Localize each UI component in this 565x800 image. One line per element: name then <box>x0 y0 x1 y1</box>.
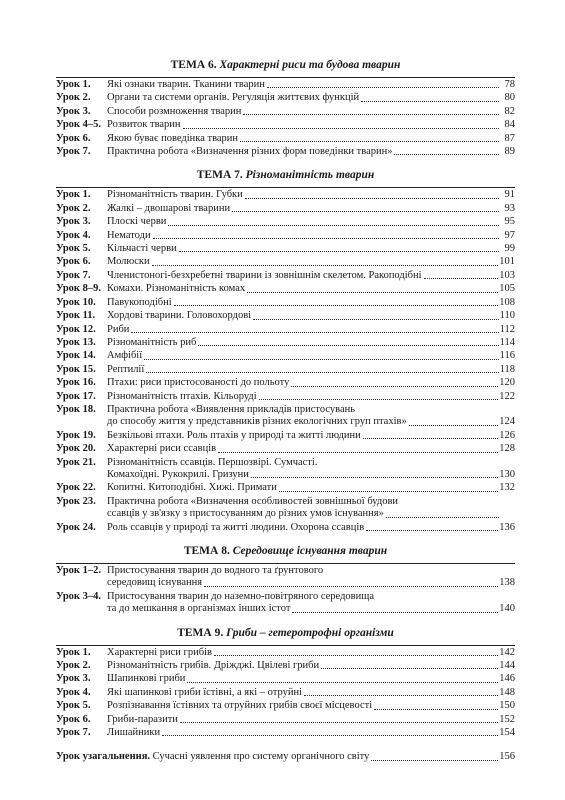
toc-entry[interactable] <box>56 310 515 322</box>
toc-entry[interactable] <box>56 377 515 389</box>
dot-leader <box>187 682 498 683</box>
lesson-title: Плоскі черви <box>107 216 167 228</box>
lesson-title: Лишайники <box>107 727 161 739</box>
toc-entry[interactable] <box>56 700 515 712</box>
toc-section <box>56 626 515 740</box>
page-number: 126 <box>499 429 515 441</box>
toc-entry[interactable] <box>56 647 515 659</box>
dot-leader <box>144 359 499 360</box>
lesson-label: Урок 17. <box>56 390 96 402</box>
toc-entry[interactable] <box>56 727 515 739</box>
lesson-label: Урок 6. <box>56 256 91 268</box>
page-number: 140 <box>499 603 515 615</box>
lesson-label: Урок 4. <box>56 229 91 241</box>
toc-entry[interactable] <box>56 297 515 309</box>
lesson-label: Урок 2. <box>56 202 91 214</box>
lesson-label: Урок 10. <box>56 296 96 308</box>
section-divider <box>56 563 515 564</box>
toc-section <box>56 544 515 616</box>
lesson-label: Урок 3. <box>56 105 91 117</box>
lesson-label: Урок 3–4. <box>56 590 101 602</box>
lesson-title: Різноманітність грибів. Дріжджі. Цвілеві гриби <box>107 660 320 672</box>
lesson-label: Урок 1. <box>56 189 91 201</box>
toc-entry[interactable] <box>56 430 515 442</box>
lesson-label: Урок 23. <box>56 495 96 507</box>
dot-leader <box>374 709 498 710</box>
lesson-label: Урок 12. <box>56 323 96 335</box>
toc-entry[interactable] <box>56 243 515 255</box>
dot-leader <box>259 399 499 400</box>
page-number: 87 <box>504 132 515 144</box>
lesson-label: Урок 4–5. <box>56 119 101 131</box>
toc-entry[interactable] <box>56 591 515 616</box>
lesson-title: Розвиток тварин <box>107 119 181 131</box>
dot-leader <box>174 305 499 306</box>
lesson-title: Безкільові птахи. Роль птахів у природі та житті людини <box>107 429 361 441</box>
lesson-label: Урок 19. <box>56 429 96 441</box>
lesson-label: Урок 7. <box>56 146 91 158</box>
section-subtitle: Середовище існування тварин <box>232 545 388 557</box>
toc-section <box>56 58 515 158</box>
toc-entry[interactable] <box>56 146 515 158</box>
page-number: 78 <box>504 79 515 90</box>
lesson-title: Хордові тварини. Головохордові <box>107 310 252 322</box>
lesson-title: Характерні риси ссавців <box>107 443 217 455</box>
lesson-label: Урок 6. <box>56 132 91 144</box>
section-number: ТЕМА 9. <box>177 626 224 639</box>
lesson-label: Урок 8–9. <box>56 283 101 295</box>
lesson-label: Урок 2. <box>56 92 91 104</box>
lesson-title: Гриби-паразити <box>107 713 178 725</box>
dot-leader <box>251 477 498 478</box>
page-number: 80 <box>504 92 515 104</box>
lesson-title: Пристосування тварин до водного та ґрунтового <box>107 565 324 576</box>
page-number: 97 <box>504 229 515 241</box>
page-number: 118 <box>499 363 515 375</box>
lesson-title: Різноманітність ссавців. Першозвірі. Сумчасті. <box>107 456 318 468</box>
lesson-title: Павукоподібні <box>107 296 172 308</box>
section-subtitle: Різноманітність тварин <box>245 169 375 182</box>
dot-leader <box>371 760 498 761</box>
dot-leader <box>424 278 499 279</box>
toc-entry[interactable] <box>56 230 515 242</box>
dot-leader <box>168 225 499 226</box>
lesson-label: Урок 4. <box>56 686 91 698</box>
dot-leader <box>153 238 499 239</box>
toc-entry[interactable] <box>56 522 515 534</box>
lesson-title: Молюски <box>107 256 150 268</box>
page-number: 130 <box>499 468 515 480</box>
toc-entry[interactable] <box>56 337 515 349</box>
dot-leader <box>131 332 498 333</box>
lesson-label: Урок 2. <box>56 660 91 672</box>
page-number: 110 <box>499 310 515 322</box>
lesson-title: середовищ існування <box>107 577 203 589</box>
section-divider <box>56 645 515 646</box>
toc-entry[interactable] <box>56 457 515 482</box>
lesson-title: Способи розмноження тварин <box>107 105 242 117</box>
dot-leader <box>152 265 499 266</box>
lesson-title: Органи та системи органів. Регуляція життєвих функцій <box>107 92 360 104</box>
dot-leader <box>363 438 498 439</box>
toc-entry[interactable] <box>56 391 515 403</box>
page-number: 95 <box>504 216 515 228</box>
page-number: 112 <box>499 323 515 335</box>
dot-leader <box>291 386 498 387</box>
toc-entry[interactable] <box>56 443 515 455</box>
toc-section <box>56 168 515 534</box>
page-number: 142 <box>499 646 515 658</box>
page-number: 93 <box>504 202 515 214</box>
toc-entry[interactable] <box>56 687 515 699</box>
lesson-title: Пристосування тварин до наземно-повітряного середовища <box>107 590 374 602</box>
dot-leader <box>162 735 498 736</box>
lesson-label: Урок 1–2. <box>56 565 101 576</box>
dot-leader <box>214 655 498 656</box>
lesson-title: Практична робота «Визначення особливостей зовнішньої будови <box>107 495 399 507</box>
section-number: ТЕМА 6. <box>170 59 217 71</box>
page-number: 124 <box>499 416 515 428</box>
page-number: 101 <box>499 256 515 268</box>
section-title <box>56 626 515 640</box>
toc-entry[interactable] <box>56 660 515 672</box>
lesson-label: Урок 16. <box>56 377 96 389</box>
toc-entry[interactable] <box>56 133 515 145</box>
toc-entry[interactable] <box>56 404 515 429</box>
page-number: 84 <box>504 119 515 131</box>
dot-leader <box>267 87 499 88</box>
lesson-label: Урок 7. <box>56 727 91 739</box>
summary-entry[interactable] <box>56 751 515 763</box>
toc-entry[interactable] <box>56 92 515 104</box>
summary-title: Сучасні уявлення про систему органічного світу <box>152 751 370 763</box>
toc-entry[interactable] <box>56 364 515 376</box>
dot-leader <box>204 586 498 587</box>
toc-entry[interactable] <box>56 673 515 685</box>
page-number: 148 <box>499 686 515 698</box>
dot-leader <box>321 668 498 669</box>
dot-leader <box>292 612 498 613</box>
lesson-label: Урок 3. <box>56 216 91 228</box>
lesson-label: Урок 20. <box>56 443 96 455</box>
lesson-title: Птахи: риси пристосованості до польоту <box>107 377 290 389</box>
lesson-label: Урок 24. <box>56 521 96 533</box>
toc-entry[interactable] <box>56 216 515 228</box>
dot-leader <box>240 141 499 142</box>
lesson-title: Комахоїдні. Рукокрилі. Гризуни <box>107 468 249 480</box>
dot-leader <box>279 491 498 492</box>
lesson-label: Урок 22. <box>56 482 96 494</box>
section-number: ТЕМА 7. <box>196 169 243 182</box>
toc-entry[interactable] <box>56 79 515 91</box>
dot-leader <box>247 292 498 293</box>
lesson-title: до способу життя у представників різних екологічних груп птахів» <box>107 416 407 428</box>
toc-entry[interactable] <box>56 350 515 362</box>
page-number: 132 <box>499 482 515 494</box>
lesson-title: Характерні риси грибів <box>107 646 212 658</box>
section-title <box>56 58 515 72</box>
lesson-title: ссавців у зв'язку з пристосуванням до різних умов існування» <box>107 508 384 520</box>
toc-entry[interactable] <box>56 283 515 295</box>
lesson-title: Розпізнавання їстівних та отруйних грибів своєї місцевості <box>107 700 373 712</box>
page-number: 128 <box>499 443 515 455</box>
lesson-title: Шапинкові гриби <box>107 673 186 685</box>
toc-entry[interactable] <box>56 256 515 268</box>
lesson-label: Урок 5. <box>56 700 91 712</box>
page-number: 138 <box>499 577 515 589</box>
toc-entry[interactable] <box>56 119 515 131</box>
page-number: 105 <box>499 283 515 295</box>
section-title <box>56 544 515 558</box>
section-subtitle: Гриби – гетеротрофні організми <box>226 626 394 639</box>
toc-entry[interactable] <box>56 482 515 494</box>
dot-leader <box>253 319 499 320</box>
page-number: 122 <box>499 390 515 402</box>
lesson-title: Практична робота «Виявлення прикладів пристосувань <box>107 403 356 415</box>
lesson-title: Рептилії <box>107 363 145 375</box>
toc-entry[interactable] <box>56 270 515 282</box>
section-divider <box>56 77 515 78</box>
lesson-title: Кільчасті черви <box>107 243 177 255</box>
table-of-contents <box>56 58 515 764</box>
page-number: 108 <box>499 296 515 308</box>
toc-entry[interactable] <box>56 565 515 590</box>
dot-leader <box>183 128 499 129</box>
dot-leader <box>386 517 499 518</box>
section-title <box>56 168 515 182</box>
lesson-title: Різноманітність тварин. Губки <box>107 189 243 201</box>
toc-entry[interactable] <box>56 203 515 215</box>
dot-leader <box>243 114 499 115</box>
lesson-title: Різноманітність птахів. Кільоруді <box>107 390 257 402</box>
page-number: 99 <box>504 243 515 255</box>
lesson-title: Різноманітність риб <box>107 336 197 348</box>
lesson-title: Риби <box>107 323 130 335</box>
dot-leader <box>366 530 498 531</box>
toc-entry[interactable] <box>56 324 515 336</box>
dot-leader <box>394 154 499 155</box>
lesson-label: Урок 6. <box>56 713 91 725</box>
lesson-label: Урок 13. <box>56 336 96 348</box>
page-number: 120 <box>499 377 515 389</box>
toc-entry[interactable] <box>56 106 515 118</box>
lesson-label: Урок 11. <box>56 310 96 322</box>
dot-leader <box>361 101 499 102</box>
lesson-title: Комахи. Різноманітність комах <box>107 283 246 295</box>
lesson-title: Копитні. Китоподібні. Хижі. Примати <box>107 482 277 494</box>
page-number: 136 <box>499 521 515 533</box>
toc-entry[interactable] <box>56 496 515 521</box>
dot-leader <box>218 452 498 453</box>
section-subtitle: Характерні риси та будова тварин <box>219 59 401 71</box>
lesson-title: Членистоногі-безхребетні тварини із зовнішнім скелетом. Ракоподібні <box>107 269 422 281</box>
lesson-title: Нематоди <box>107 229 151 241</box>
page-number: 103 <box>499 269 515 281</box>
lesson-title: Якою буває поведінка тварин <box>107 132 239 144</box>
page-number: 154 <box>499 727 515 739</box>
page-number: 91 <box>504 189 515 201</box>
dot-leader <box>232 211 499 212</box>
section-number: ТЕМА 8. <box>183 545 230 557</box>
toc-entry[interactable] <box>56 714 515 726</box>
lesson-label: Урок 14. <box>56 350 96 362</box>
page-number: 144 <box>499 660 515 672</box>
page-number: 114 <box>499 336 515 348</box>
page-number: 146 <box>499 673 515 685</box>
lesson-label: Урок 1. <box>56 79 91 90</box>
lesson-label: Урок 7. <box>56 269 91 281</box>
dot-leader <box>146 372 498 373</box>
lesson-title: Які ознаки тварин. Тканини тварин <box>107 79 265 90</box>
lesson-label: Урок 5. <box>56 243 91 255</box>
page-number: 152 <box>499 713 515 725</box>
dot-leader <box>245 198 499 199</box>
lesson-label: Урок 3. <box>56 673 91 685</box>
lesson-title: Практична робота «Визначення різних форм поведінки тварин» <box>107 146 393 158</box>
dot-leader <box>304 695 498 696</box>
page-number: 150 <box>499 700 515 712</box>
toc-entry[interactable] <box>56 189 515 201</box>
dot-leader <box>409 425 499 426</box>
dot-leader <box>198 345 498 346</box>
lesson-title: Роль ссавців у природі та житті людини. Охорона ссавців <box>107 521 365 533</box>
lesson-label: Урок 1. <box>56 646 91 658</box>
lesson-title: Амфібії <box>107 350 143 362</box>
summary-label: Урок узагальнення. <box>56 751 150 763</box>
dot-leader <box>180 722 498 723</box>
lesson-label: Урок 18. <box>56 403 96 415</box>
lesson-title: та до мешкання в організмах інших істот <box>107 603 291 615</box>
page-number: 156 <box>499 751 515 763</box>
page-number: 89 <box>504 146 515 158</box>
dot-leader <box>179 251 499 252</box>
lesson-label: Урок 21. <box>56 456 96 468</box>
section-divider <box>56 187 515 188</box>
lesson-label: Урок 15. <box>56 363 96 375</box>
page-number: 82 <box>504 105 515 117</box>
lesson-title: Які шапинкові гриби їстівні, а які – отруйні <box>107 686 302 698</box>
page-number: 116 <box>499 350 515 362</box>
lesson-title: Жалкі – двошарові тварини <box>107 202 231 214</box>
